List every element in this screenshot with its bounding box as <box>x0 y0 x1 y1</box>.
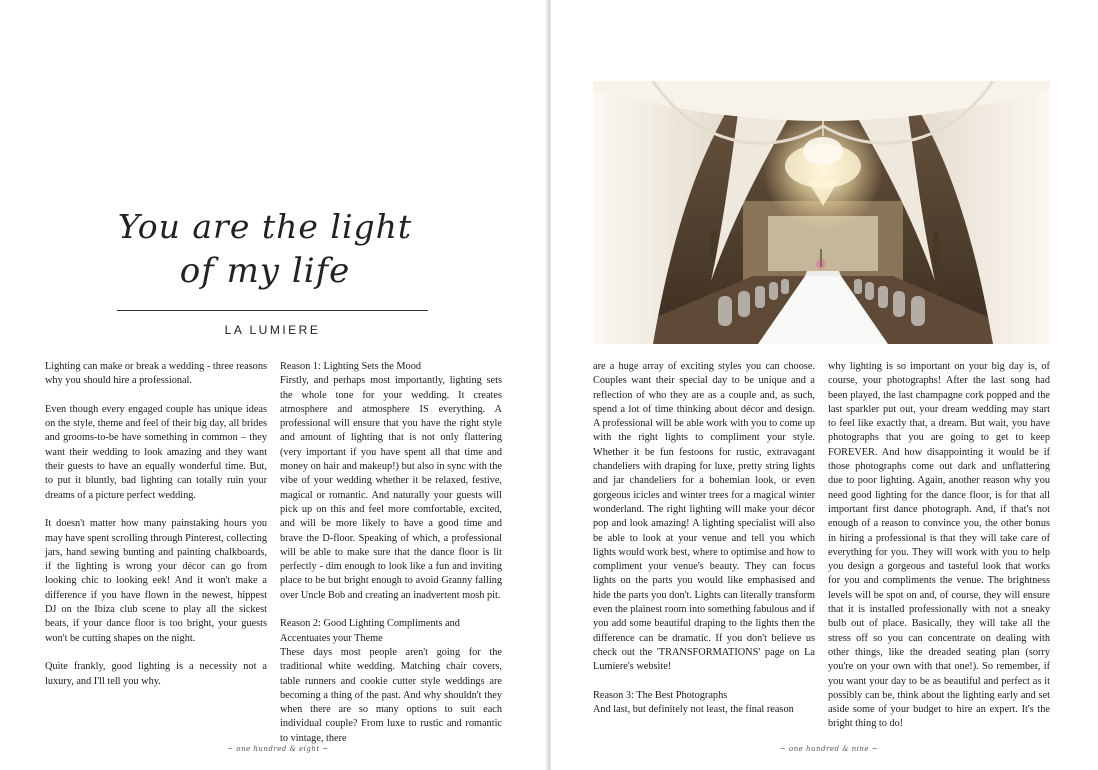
body-paragraph: are a huge array of exciting styles you can choose. Couples want their special day to be unique and a reflection of who they are as a couple and, as such, spend a lot of time thinking about décor and design. A professional will be able work with you to come up with the right lights to compliment your style. Whether it be fun festoons for rustic, extravagant chandeliers with draping for luxe, pretty string lights and jar chandeliers for a bohemian look, or even gorgeous icicles and winter trees for a magical winter wonderland. The right lighting will make your décor pop and look amazing! A lighting specialist will also be able to look at your venue and tell you which lights would work best, where to optimise and how to compliment your venue's beauty. They can focus lights on the parts you would like emphasised and hide the parts you don't. Lights can literally transform even the plainest room into something fabulous and if you add some beautiful draping to the lights then the difference can be dramatic. If you don't believe us check out the 'TRANSFORMATIONS' page on La Lumiere's website! <box>593 361 815 673</box>
text-column-3 <box>593 360 815 717</box>
title-line-2: of my life <box>179 251 351 291</box>
body-paragraph: Quite frankly, good lighting is a necessity not a luxury, and I'll tell you why. <box>45 661 267 687</box>
text-column-1 <box>45 360 267 703</box>
intro-paragraph: Lighting can make or break a wedding - three reasons why you should hire a professional. <box>45 361 267 387</box>
page-number-right: ~ one hundred & nine ~ <box>779 745 879 753</box>
body-paragraph: Firstly, and perhaps most importantly, lighting sets the whole tone for your wedding. It creates atmosphere and atmosphere IS everything. A professional will ensure that you have the right style and amount of lighting that is not only flattering (very important if you have spent all that time and money on hair and makeup!) but also in sync with the vibe of your wedding whether it be relaxed, festive, magical or romantic. And naturally your guests will pick up on this and feel more comfortable, excited, and will be more likely to have a good time and brave the D-floor. Speaking of which, a professional will be able to make sure that the dance floor is lit perfectly - dim enough to look like a fun and inviting place to be but bright enough to avoid Granny falling over Uncle Bob and creating an inadvertent mosh pit. <box>280 375 502 601</box>
title-line-1: You are the light <box>117 207 413 246</box>
title-divider <box>117 310 428 311</box>
body-paragraph: These days most people aren't going for the traditional white wedding. Matching chair covers, table runners and cookie cutter style weddings are becoming a thing of the past. And why shouldn't they when there are so many options to suit each individual couple? From luxe to rustic and romantic to vintage, there <box>280 646 502 744</box>
text-column-4 <box>828 360 1050 732</box>
body-paragraph: It doesn't matter how many painstaking hours you may have spent scrolling through Pinterest, collecting jars, hand sewing bunting and painting chalkboards, if the lighting is wrong your décor can go from looking chic to looking eek! And it won't make a difference if you have flown in the newest, hippest DJ on the Ibiza club scene to play all the sickest beats, if your dance floor is too bright, your guests won't be cutting shapes on the night. <box>45 518 267 644</box>
body-paragraph: Even though every engaged couple has unique ideas on the style, theme and feel of their big day, all brides and grooms-to-be have something in common – they want their wedding to look amazing and they want their guests to have an equally wonderful time. But, to put it bluntly, bad lighting can totally ruin your dreams of a picture perfect wedding. <box>45 403 267 501</box>
left-page <box>0 0 548 770</box>
wedding-reception-photo-icon <box>593 81 1050 344</box>
author-byline: LA LUMIERE <box>224 323 321 337</box>
article-title <box>100 205 430 293</box>
page-number-left: ~ one hundred & eight ~ <box>227 745 329 753</box>
section-heading: Reason 1: Lighting Sets the Mood <box>280 361 422 372</box>
text-column-2 <box>280 360 502 746</box>
section-heading: Reason 2: Good Lighting Compliments and Accentuates your Theme <box>280 618 460 644</box>
body-paragraph: And last, but definitely not least, the final reason <box>593 704 794 716</box>
section-heading: Reason 3: The Best Photographs <box>593 689 728 701</box>
body-paragraph: why lighting is so important on your big day is, of course, your photographs! After the last song had been played, the last champagne cork popped and the last sparkler put out, your dream wedding may start to feel like exactly that, a dream. But wait, you have photographs that you are going to get to keep FOREVER. And how disappointing it would be if those photographs come out dark and unflattering due to poor lighting. Again, another reason why you need good lighting for the dance floor, is for that all important first dance photograph. And, if that's not enough of a reason to convince you, the other bonus in hiring a professional is that they will take care of everything for you. They will work with you to help you design a gorgeous and tasteful look that works for you and compliments the venue. The brightness levels will be spot on and, of course, they will ensure that it is installed professionally with not a sneaky bulb out of place. Basically, they will take all the stress off so you can concentrate on dealing with other things, like the dreaded seating plan (sorry you're on your own with that one!). So remember, if you want your day to be as beautiful and perfect as it possibly can be, think about the lighting early and set aside some of your budget to hire an expert. It's the bright thing to do! <box>828 361 1050 730</box>
